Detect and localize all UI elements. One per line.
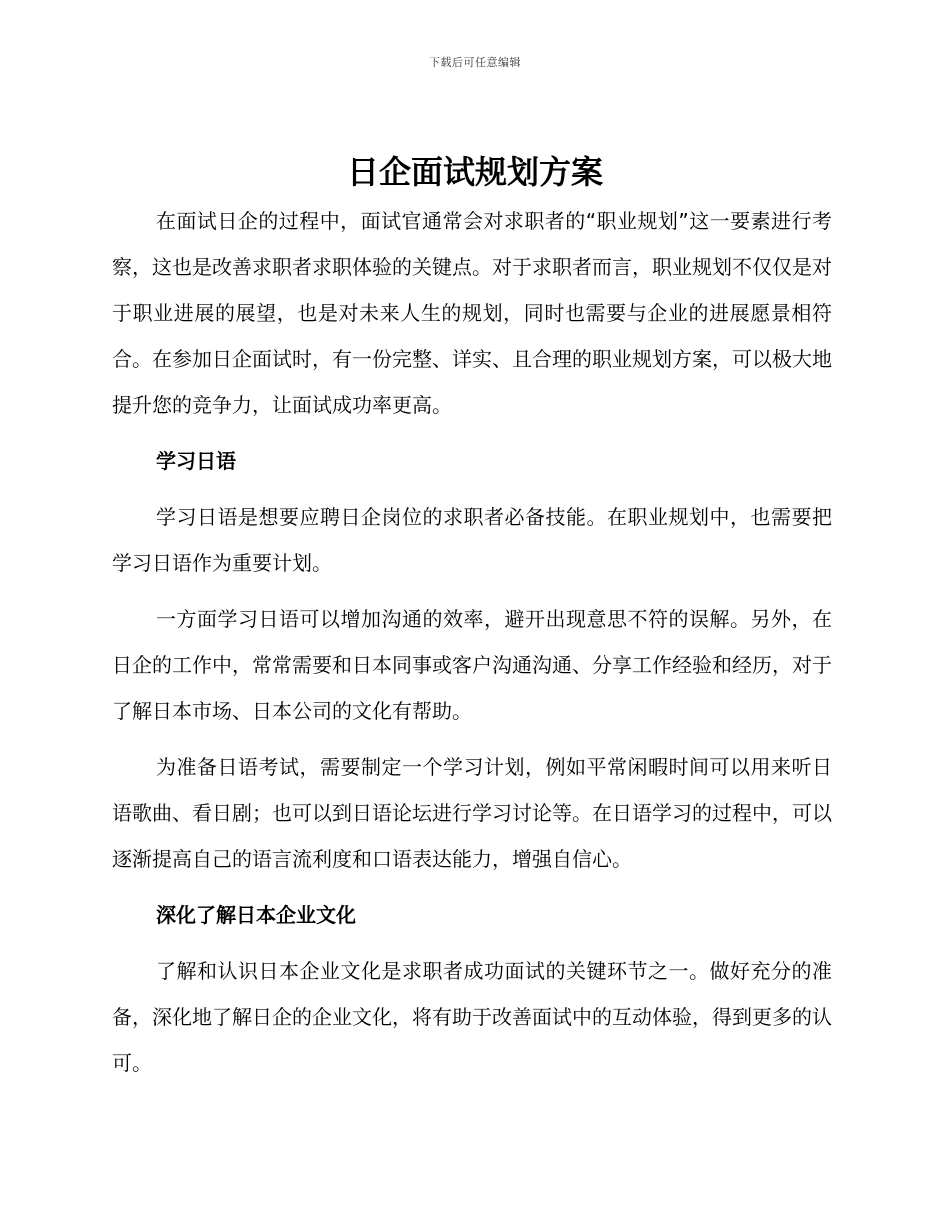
section1-paragraph-3: 为准备日语考试，需要制定一个学习计划，例如平常闲暇时间可以用来听日语歌曲、看日剧；也可以到日语论坛进行学习讨论等。在日语学习的过程中，可以逐渐提高自己的语言流利度和口语表达能力，增强自信心。: [112, 755, 832, 871]
section-heading-company-culture: 深化了解日本企业文化: [156, 903, 356, 927]
intro-paragraph: 在面试日企的过程中，面试官通常会对求职者的“职业规划”这一要素进行考察，这也是改善求职者求职体验的关键点。对于求职者而言，职业规划不仅仅是对于职业进展的展望，也是对未来人生的规划，同时也需要与企业的进展愿景相符合。在参加日企面试时，有一份完整、详实、且合理的职业规划方案，可以极大地提升您的竞争力，让面试成功率更高。: [112, 209, 832, 417]
section1-paragraph-2: 一方面学习日语可以增加沟通的效率，避开出现意思不符的误解。另外，在日企的工作中，常常需要和日本同事或客户沟通沟通、分享工作经验和经历，对于了解日本市场、日本公司的文化有帮助。: [112, 607, 832, 723]
section1-paragraph-1: 学习日语是想要应聘日企岗位的求职者必备技能。在职业规划中，也需要把学习日语作为重要计划。: [112, 505, 832, 575]
header-note: 下载后可任意编辑: [429, 56, 521, 69]
section2-paragraph-1: 了解和认识日本企业文化是求职者成功面试的关键环节之一。做好充分的准备，深化地了解日企的企业文化，将有助于改善面试中的互动体验，得到更多的认可。: [112, 959, 832, 1075]
document-title: 日企面试规划方案: [346, 153, 603, 191]
document-body: [112, 198, 832, 1086]
section-heading-learn-japanese: 学习日语: [156, 449, 236, 473]
